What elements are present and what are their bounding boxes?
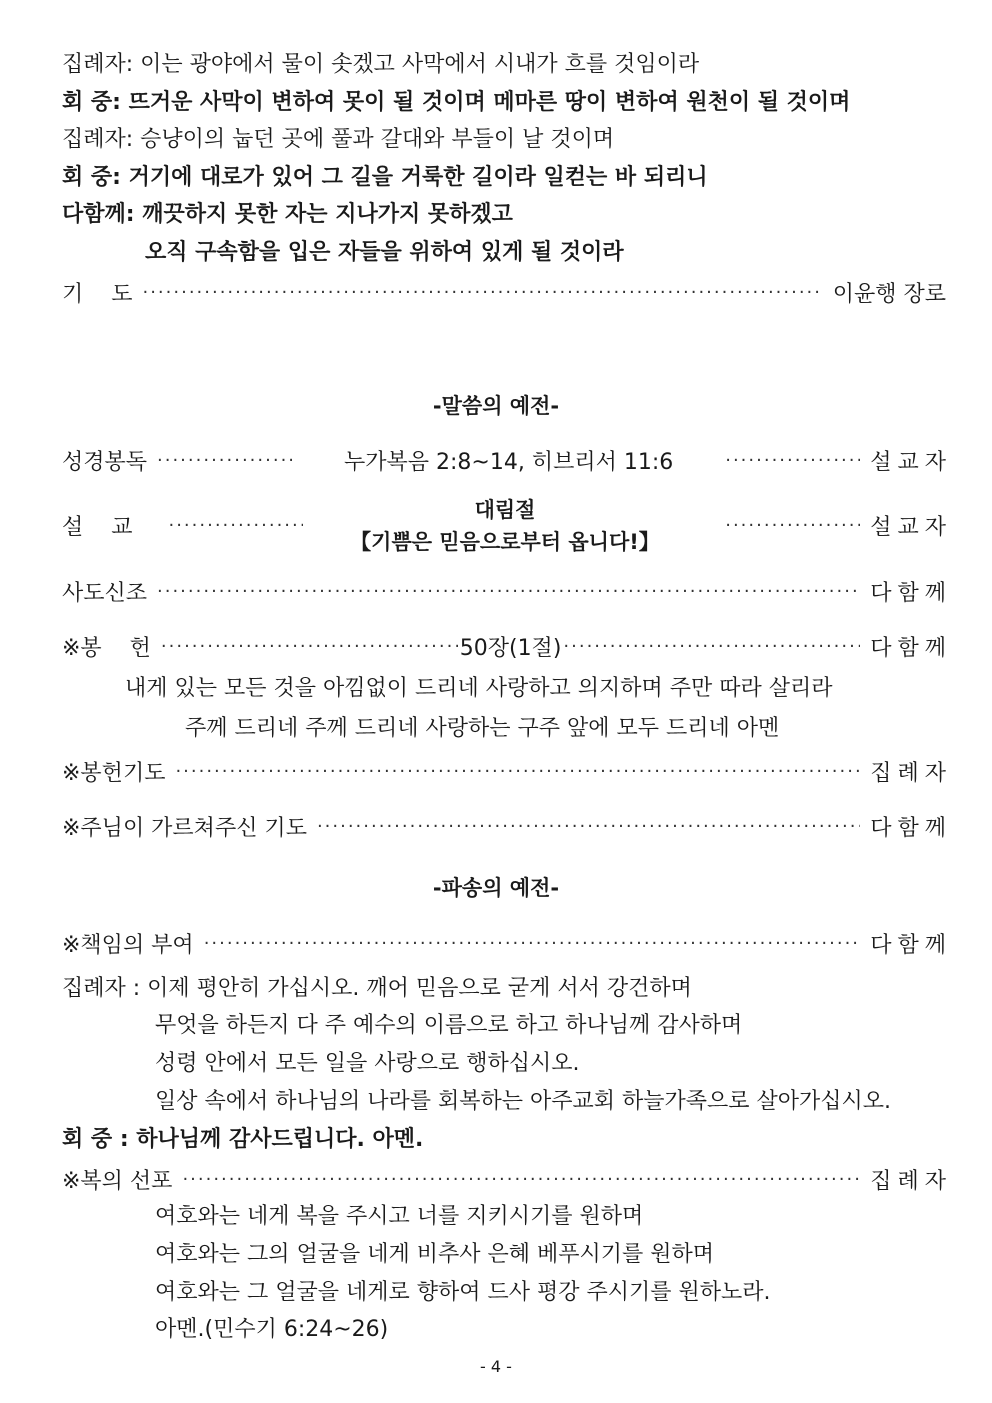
benediction-line-3: 여호와는 그 얼굴을 네게로 향하여 드사 평강 주시기를 원하노라. xyxy=(155,1280,771,1305)
sending-line-4: 일상 속에서 하나님의 나라를 회복하는 아주교회 하늘가족으로 살아가십시오. xyxy=(155,1089,892,1114)
offering-prayer-who: 집례자 xyxy=(870,760,952,786)
reading-line-3: 집례자: 승냥이의 눕던 곳에 풀과 갈대와 부들이 날 것이며 xyxy=(62,127,615,152)
dot-leader xyxy=(725,450,860,471)
offering-prayer-label: ※봉헌기도 xyxy=(62,760,166,786)
benediction-who: 집례자 xyxy=(870,1168,952,1194)
offering-label: ※봉 헌 xyxy=(62,635,151,661)
lords-prayer-label: ※주님이 가르쳐주신 기도 xyxy=(62,815,307,841)
sending-line-2: 무엇을 하든지 다 주 예수의 이름으로 하고 하나님께 감사하며 xyxy=(155,1013,743,1038)
scripture-label: 성경봉독 xyxy=(62,449,148,475)
creed-row xyxy=(62,576,952,606)
sermon-title-line-1: 대림절 xyxy=(474,498,536,522)
sermon-preacher: 설교자 xyxy=(870,514,952,540)
page-number: - 4 - xyxy=(480,1357,512,1376)
congregation-response: 회 중 : 하나님께 감사드립니다. 아멘. xyxy=(62,1127,424,1152)
scripture-reader: 설교자 xyxy=(870,449,952,475)
lords-prayer-who: 다함께 xyxy=(870,815,952,841)
offering-hymn-number: 50장(1절) xyxy=(459,635,562,661)
commission-row xyxy=(62,928,952,958)
dot-leader xyxy=(142,282,822,303)
reading-line-6: 오직 구속함을 입은 자들을 위하여 있게 될 것이라 xyxy=(145,240,624,265)
hymn-lyric-line-1: 내게 있는 모든 것을 아낌없이 드리네 사랑하고 의지하며 주만 따라 살리라 xyxy=(125,676,833,701)
benediction-label: ※복의 선포 xyxy=(62,1168,173,1194)
offering-row xyxy=(62,631,952,661)
dot-leader xyxy=(157,450,292,471)
dot-leader xyxy=(168,515,303,536)
dot-leader xyxy=(182,1169,860,1190)
scripture-text: 누가복음 2:8~14, 히브리서 11:6 xyxy=(344,449,674,475)
dot-leader xyxy=(725,515,860,536)
prayer-leader: 이윤행 장로 xyxy=(832,281,946,307)
sending-line-1: 집례자 : 이제 평안히 가십시오. 깨어 믿음으로 굳게 서서 강건하며 xyxy=(62,976,692,1001)
reading-line-5: 다함께: 깨끗하지 못한 자는 지나가지 못하겠고 xyxy=(62,202,513,227)
dot-leader xyxy=(175,761,860,782)
sermon-title-line-2: 【기쁨은 믿음으로부터 옵니다!】 xyxy=(350,530,660,554)
dot-leader xyxy=(563,636,860,657)
prayer-label: 기 도 xyxy=(62,281,133,307)
reading-line-1: 집례자: 이는 광야에서 물이 솟겠고 사막에서 시내가 흐를 것임이라 xyxy=(62,52,700,77)
benediction-line-4: 아멘.(민수기 6:24~26) xyxy=(155,1317,389,1342)
dot-leader xyxy=(161,636,458,657)
benediction-line-1: 여호와는 네게 복을 주시고 너를 지키시기를 원하며 xyxy=(155,1204,644,1229)
dot-leader xyxy=(157,581,860,602)
sending-line-3: 성령 안에서 모든 일을 사랑으로 행하십시오. xyxy=(155,1051,580,1076)
lords-prayer-row xyxy=(62,811,952,841)
offering-prayer-row xyxy=(62,756,952,786)
dot-leader xyxy=(317,816,860,837)
creed-who: 다함께 xyxy=(870,580,952,606)
section-heading-word: -말씀의 예전- xyxy=(432,394,560,418)
section-heading-sending: -파송의 예전- xyxy=(432,876,560,900)
benediction-row xyxy=(62,1164,952,1194)
commission-label: ※책임의 부여 xyxy=(62,932,194,958)
dot-leader xyxy=(204,933,861,954)
reading-line-4: 회 중: 거기에 대로가 있어 그 길을 거룩한 길이라 일컫는 바 되리니 xyxy=(62,165,708,190)
creed-label: 사도신조 xyxy=(62,580,148,606)
offering-who: 다함께 xyxy=(870,635,952,661)
scripture-row xyxy=(62,445,952,475)
reading-line-2: 회 중: 뜨거운 사막이 변하여 못이 될 것이며 메마른 땅이 변하여 원천이 될 것이며 xyxy=(62,90,851,115)
sermon-label: 설 교 xyxy=(62,514,133,540)
prayer-row xyxy=(62,277,946,307)
hymn-lyric-line-2: 주께 드리네 주께 드리네 사랑하는 구주 앞에 모두 드리네 아멘 xyxy=(185,716,780,741)
commission-who: 다함께 xyxy=(870,932,952,958)
benediction-line-2: 여호와는 그의 얼굴을 네게 비추사 은혜 베푸시기를 원하며 xyxy=(155,1242,715,1267)
